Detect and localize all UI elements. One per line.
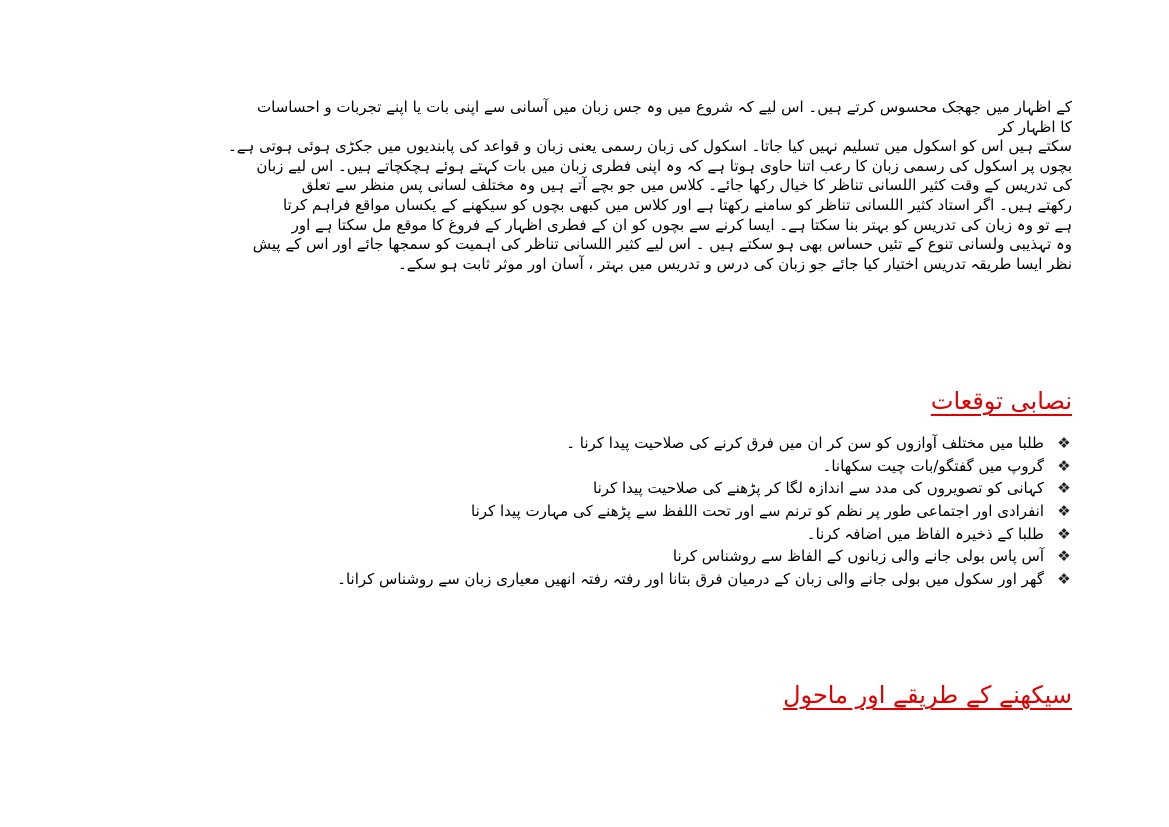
list-item — [132, 500, 1072, 523]
diamond-four-bullet-icon: ❖ — [1057, 434, 1071, 453]
list-item-text: کہانی کو تصویروں کی مدد سے اندازہ لگا کر پڑھنے کی صلاحیت پیدا کرنا — [593, 479, 1044, 498]
list-item-text: انفرادی اور اجتماعی طور پر نظم کو ترنم سے اور تحت اللفظ سے پڑھنے کی مہارت پیدا کرنا — [471, 502, 1044, 521]
expectations-list — [132, 432, 1072, 590]
section-heading-curricular-expectations: نصابی توقعات — [930, 387, 1072, 415]
list-item-text: طلبا میں مختلف آوازوں کو سن کر ان میں فرق کرنے کی صلاحیت پیدا کرنا ۔ — [566, 434, 1044, 453]
list-item — [132, 477, 1072, 500]
paragraph-line: بچوں پر اسکول کی رسمی زبان کا رعب اتنا حاوی ہوتا ہے کہ وہ اپنی فطری زبان میں بات کہتے ہوئے ہچکچاتے ہیں۔ اس لیے زبان — [256, 156, 1072, 175]
paragraph-line: سکتے ہیں اس کو اسکول میں تسلیم نہیں کیا جاتا۔ اسکول کی زبان رسمی یعنی زبان و قواعد کی پابندیوں میں جکڑی ہوئی ہوتی ہے۔ — [227, 137, 1072, 156]
section-heading-learning-methods: سیکھنے کے طریقے اور ماحول — [783, 681, 1072, 709]
list-item-text: آس پاس بولی جانے والی زبانوں کے الفاظ سے روشناس کرنا — [672, 547, 1044, 566]
list-item-text: گھر اور سکول میں بولی جانے والی زبان کے درمیان فرق بتانا اور رفتہ رفتہ انھیں معیاری زبان سے روشناس کرانا۔ — [337, 569, 1044, 588]
list-item — [132, 522, 1072, 545]
intro-paragraph — [96, 98, 1072, 274]
diamond-four-bullet-icon: ❖ — [1057, 479, 1071, 498]
paragraph-line: ہے تو وہ زبان کی تدریس کو بہتر بنا سکتا ہے۔ ایسا کرنے سے بچوں کو ان کے فطری اظہار کے فروغ کا موقع مل سکتا ہے اور — [291, 215, 1072, 234]
diamond-four-bullet-icon: ❖ — [1057, 502, 1071, 521]
paragraph-line: کے اظہار میں جھجک محسوس کرتے ہیں۔ اس لیے کہ شروع میں وہ جس زبان میں آسانی سے اپنی بات یا اپنے تجربات و احساسات — [256, 98, 1072, 116]
list-item — [132, 455, 1072, 478]
list-item — [132, 432, 1072, 455]
diamond-four-bullet-icon: ❖ — [1057, 547, 1071, 566]
list-item — [132, 545, 1072, 568]
list-item-text: طلبا کے ذخیرہ الفاظ میں اضافہ کرنا۔ — [806, 524, 1044, 543]
paragraph-line: کی تدریس کے وقت کثیر اللسانی تناظر کا خیال رکھا جائے۔ کلاس میں جو بچے آتے ہیں وہ مختلف لسانی پس منظر سے تعلق — [301, 176, 1072, 195]
paragraph-line: نظر ایسا طریقہ تدریس اختیار کیا جائے جو زبان کی درس و تدریس میں بہتر ، آسان اور موثر ثابت ہو سکے۔ — [397, 254, 1072, 273]
diamond-four-bullet-icon: ❖ — [1057, 569, 1071, 588]
paragraph-line: وہ تہذیبی ولسانی تنوع کے تئیں حساس بھی ہو سکتے ہیں ۔ اس لیے کثیر اللسانی تناظر کی اہمیت کو سمجھا جائے اور اس کے پیش — [252, 235, 1072, 254]
list-item — [132, 568, 1072, 591]
list-item-text: گروپ میں گفتگو/بات چیت سکھانا۔ — [822, 456, 1044, 475]
diamond-four-bullet-icon: ❖ — [1057, 456, 1071, 475]
diamond-four-bullet-icon: ❖ — [1057, 524, 1071, 543]
paragraph-line: رکھتے ہیں۔ اگر استاد کثیر اللسانی تناظر کو سامنے رکھتا ہے اور کلاس میں کبھی بچوں کو سیکھنے کے یکساں مواقع فراہم کرتا — [282, 195, 1072, 214]
paragraph-line: کا اظہار کر — [998, 117, 1072, 136]
